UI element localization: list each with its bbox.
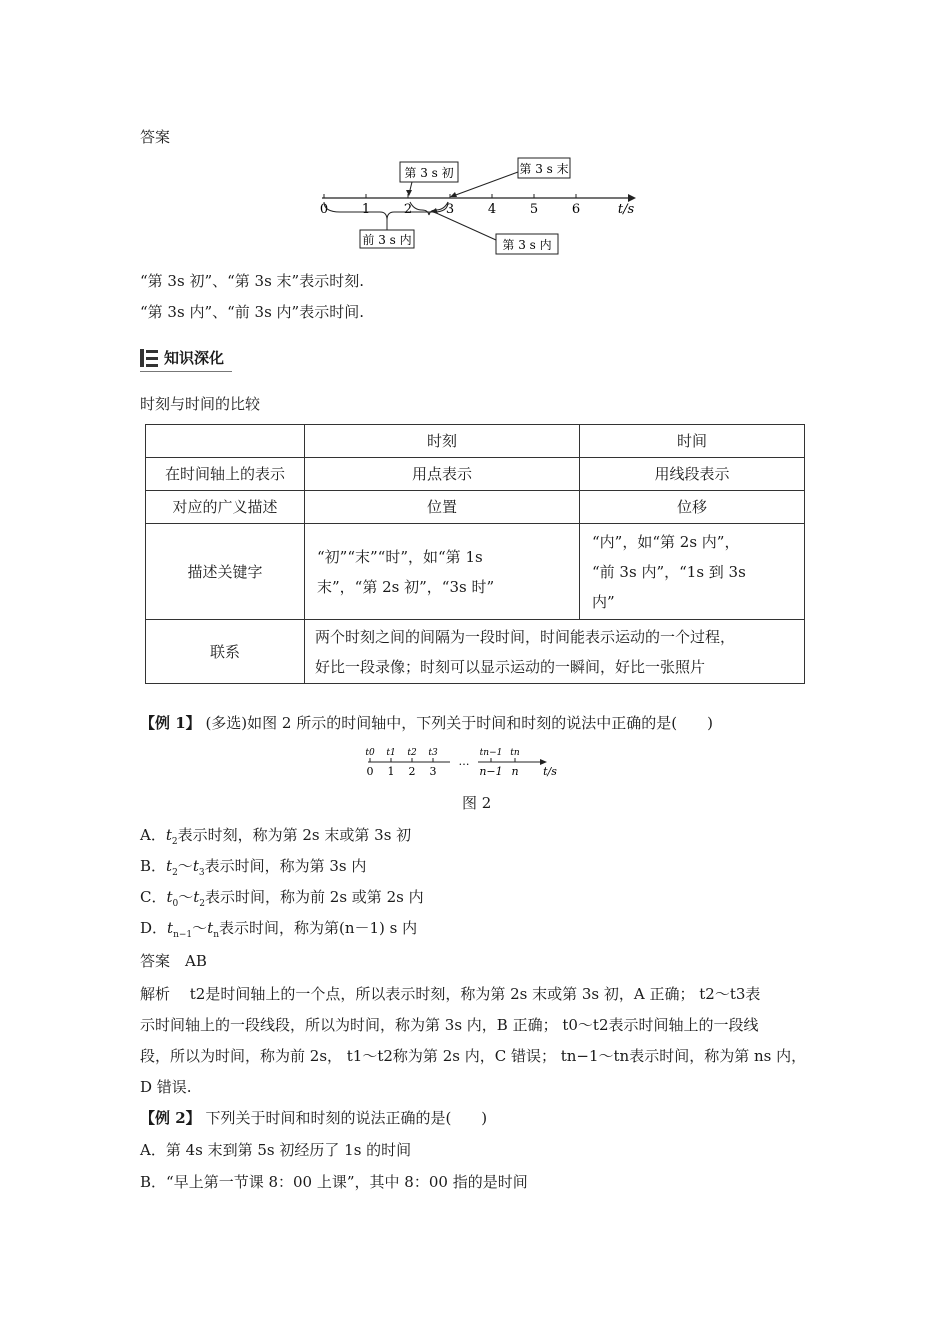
tick-label: 1 [361, 202, 371, 217]
fig2-n-label: 3 [429, 765, 437, 778]
example-1-analysis-line: 段，所以为时间，称为前 2s， t1～t2称为第 2s 内，C 错误； tn−1～tn表示时间，称为第 ns 内， [140, 1047, 807, 1065]
option-a-text: 表示时刻，称为第 2s 末或第 3s 初 [177, 826, 412, 844]
figure-2-caption: 图 2 [462, 794, 492, 812]
table-cell: 位移 [580, 491, 805, 524]
table-cell-line: “初”“末”“时”，如“第 1s [317, 547, 483, 566]
table-cell-line: 两个时刻之间的间隔为一段时间，时间能表示运动的一个过程， [315, 627, 736, 646]
example-1-option-a: A．$t_2$表示时刻，称为第 2s 末或第 3s 初 [140, 826, 412, 847]
timeline-figure-1 [310, 150, 650, 260]
tick-label: 2 [403, 202, 413, 217]
table-header-time: 时间 [580, 425, 805, 458]
example-1-analysis-line: 解析 t2是时间轴上的一个点，所以表示时刻，称为第 2s 末或第 3s 初，A 正确； t2～t3表 [140, 985, 761, 1003]
section-heading [140, 347, 224, 368]
table-cell-line: 好比一段录像；时刻可以显示运动的一瞬间，好比一张照片 [315, 657, 706, 676]
fig2-t-label: t1 [386, 748, 396, 758]
table-header-moment: 时刻 [305, 425, 580, 458]
fig2-n-label: 0 [366, 765, 374, 778]
example-1-question-line [140, 712, 713, 734]
tick-label: 6 [571, 202, 581, 217]
example-2-option-a: A．第 4s 末到第 5s 初经历了 1s 的时间 [140, 1141, 412, 1159]
example-1-analysis-line: 示时间轴上的一段线段，所以为时间，称为第 3s 内，B 正确； t0～t2表示时间轴上的一段线 [140, 1016, 759, 1034]
table-cell-line: “前 3s 内”，“1s 到 3s [592, 562, 746, 581]
fig2-n-label: n [511, 765, 519, 778]
table-row-label: 对应的广义描述 [146, 491, 305, 524]
example-2-tag: 【例 2】 [140, 1109, 201, 1127]
box-third-start-label: 第 3 s 初 [404, 166, 454, 180]
axis-arrow [628, 194, 636, 202]
table-row-label: 联系 [146, 620, 305, 684]
fig2-n-label: 1 [387, 765, 395, 778]
table-cell: 用点表示 [305, 458, 580, 491]
table-cell [305, 620, 805, 684]
table-cell-line: “内”，如“第 2s 内”， [592, 532, 740, 551]
example-1-question: (多选)如图 2 所示的时间轴中，下列关于时间和时刻的说法中正确的是( ) [205, 714, 713, 732]
table-cell [580, 524, 805, 620]
axis-unit: t/s [617, 202, 635, 217]
example-2-question: 下列关于时间和时刻的说法正确的是( ) [205, 1109, 488, 1127]
section-bars-icon [140, 349, 158, 367]
tick-label: 4 [487, 202, 497, 217]
example-1-option-c: C．$t_0\sim t_2$表示时间，称为前 2s 或第 2s 内 [140, 888, 424, 909]
example-2-option-b: B．“早上第一节课 8：00 上课”，其中 8：00 指的是时间 [140, 1173, 528, 1191]
tick-label: 5 [529, 202, 539, 217]
option-b-text: 表示时间，称为第 3s 内 [204, 857, 367, 875]
example-1-option-d: D．$t_{n-1}\sim t_n$表示时间，称为第(n－1) s 内 [140, 919, 418, 940]
option-d-text: 表示时间，称为第(n－1) s 内 [218, 919, 418, 937]
table-row [146, 491, 805, 524]
table-cell: 用线段表示 [580, 458, 805, 491]
fig2-dots: … [458, 755, 470, 768]
answer-line-1: “第 3s 初”、“第 3s 末”表示时刻. [140, 272, 364, 290]
answer-label: 答案 [140, 128, 171, 146]
table-cell: 位置 [305, 491, 580, 524]
box-first-3s-label: 前 3 s 内 [362, 233, 412, 247]
fig2-n-label: n−1 [479, 765, 503, 778]
example-1-answer: 答案 AB [140, 952, 207, 970]
tick-label: 3 [445, 202, 455, 217]
axis-ticks [324, 194, 576, 198]
fig2-t-label: t0 [365, 748, 375, 758]
table-row-label: 描述关键字 [146, 524, 305, 620]
table-cell-empty [146, 425, 305, 458]
example-1-tag: 【例 1】 [140, 714, 201, 732]
brace-first-3s [324, 202, 448, 220]
table-caption: 时刻与时间的比较 [140, 395, 261, 413]
timeline-figure-2 [360, 744, 570, 780]
table-row-label: 在时间轴上的表示 [146, 458, 305, 491]
fig2-t-label: t2 [407, 748, 417, 758]
section-underline [140, 371, 232, 372]
table-cell-line: 内” [592, 592, 615, 611]
table-cell [305, 524, 580, 620]
table-row [146, 458, 805, 491]
section-title: 知识深化 [164, 349, 225, 367]
table-cell-line: 末”，“第 2s 初”，“3s 时” [317, 577, 495, 596]
fig2-t-label: tn−1 [479, 748, 503, 758]
fig2-t-label: t3 [428, 748, 438, 758]
fig2-t-label: tn [510, 748, 520, 758]
fig2-unit: t/s [543, 765, 557, 778]
table-row [146, 524, 805, 620]
brace-third-s [410, 202, 448, 215]
example-1-option-b: B．$t_2\sim t_3$表示时间，称为第 3s 内 [140, 857, 367, 878]
option-c-text: 表示时间，称为前 2s 或第 2s 内 [205, 888, 424, 906]
tick-label: 0 [319, 202, 329, 217]
table-row [146, 425, 805, 458]
example-1-analysis-line: D 错误. [140, 1078, 192, 1096]
box-third-end-label: 第 3 s 末 [519, 162, 569, 176]
comparison-table [145, 424, 805, 684]
example-2-question-line [140, 1107, 487, 1129]
fig2-n-label: 2 [408, 765, 416, 778]
answer-line-2: “第 3s 内”、“前 3s 内”表示时间. [140, 303, 364, 321]
table-row [146, 620, 805, 684]
box-within-third-label: 第 3 s 内 [502, 238, 552, 252]
